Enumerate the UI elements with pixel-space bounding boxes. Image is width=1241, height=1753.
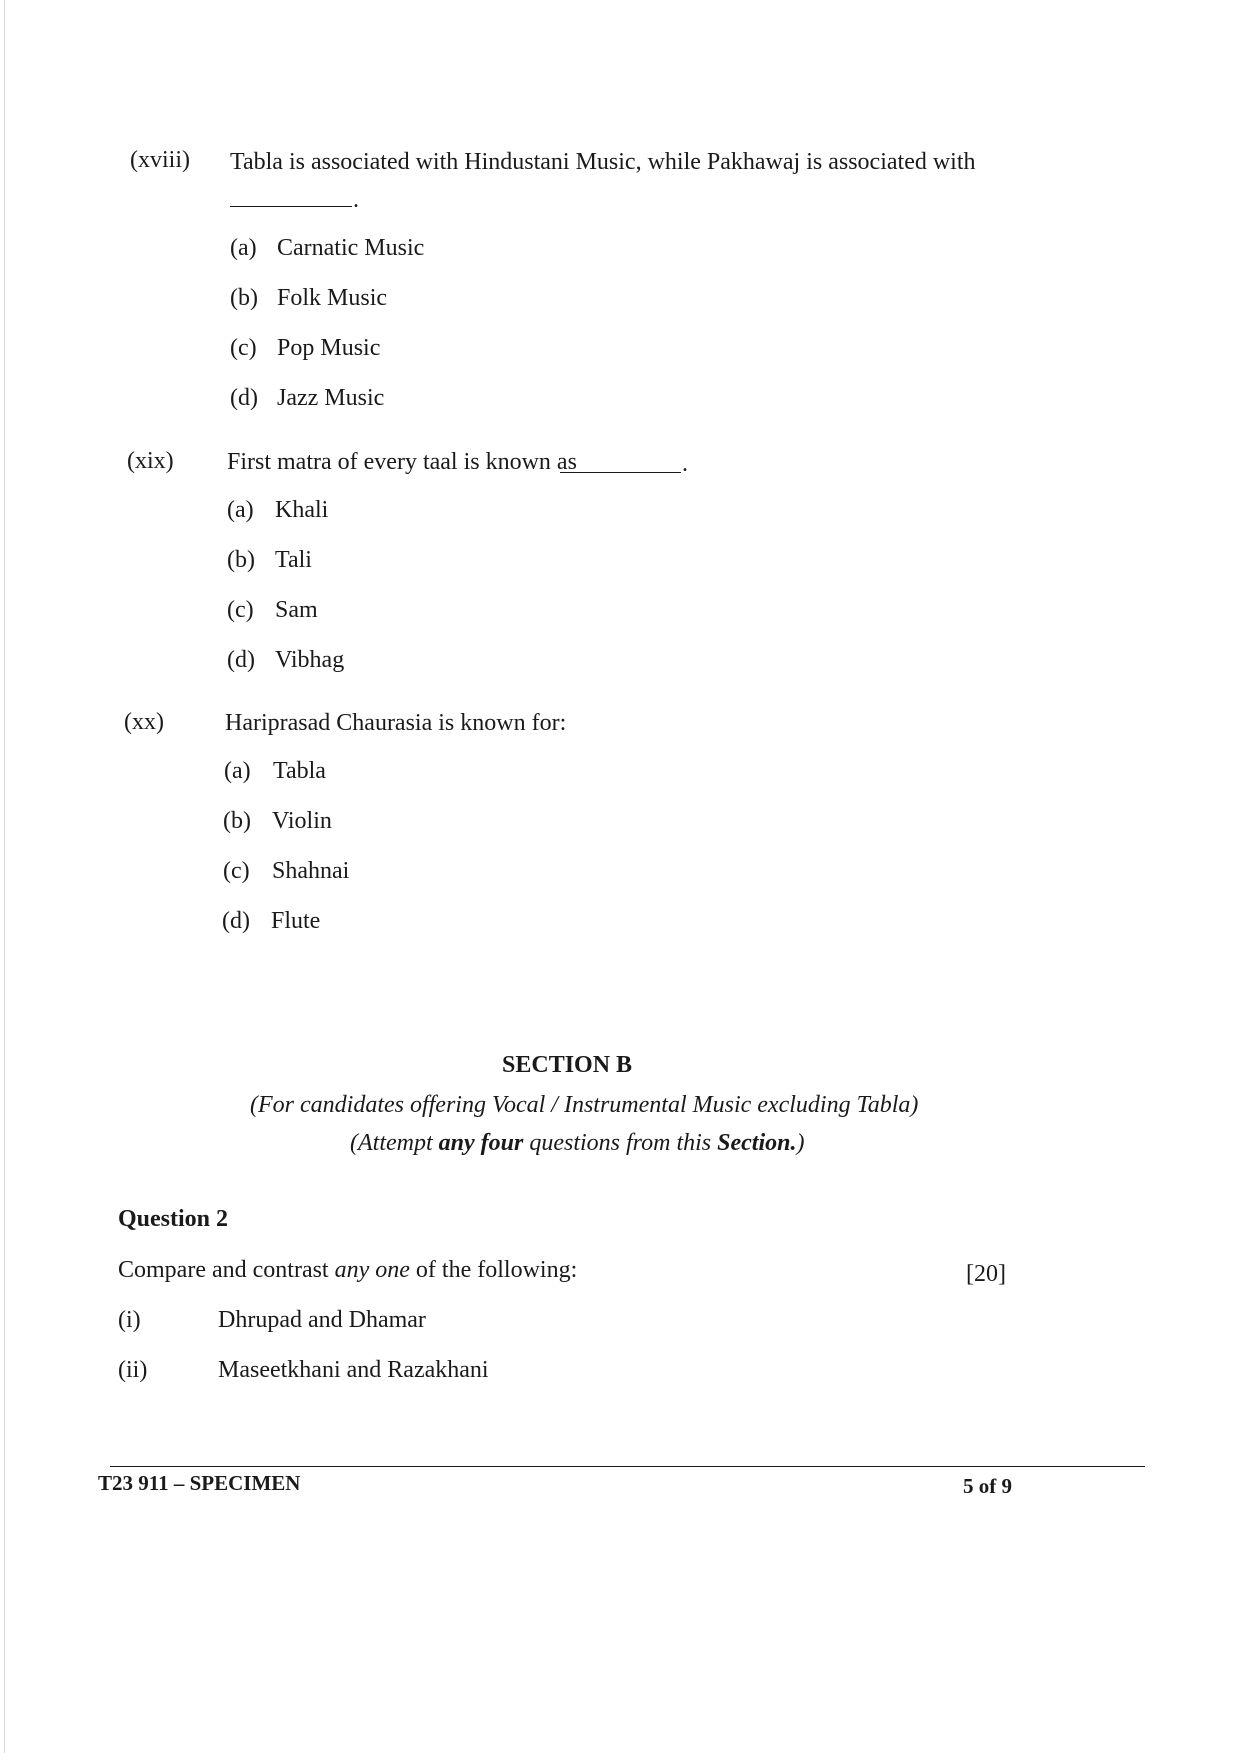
full-stop: .: [353, 187, 359, 213]
option-label: (c): [223, 858, 250, 884]
page-number: 5 of 9: [963, 1474, 1012, 1498]
footer-code: T23 911 – SPECIMEN: [98, 1471, 301, 1495]
question-number: (xviii): [130, 147, 190, 173]
option-text: Tabla: [273, 758, 326, 784]
option-text: Carnatic Music: [277, 235, 425, 261]
option-text: Violin: [272, 808, 332, 834]
question-text: Hariprasad Chaurasia is known for:: [225, 710, 567, 736]
option-text: Shahnai: [272, 858, 350, 884]
answer-blank: [560, 472, 681, 473]
section-subtitle: (For candidates offering Vocal / Instrumental Music excluding Tabla): [250, 1092, 919, 1118]
option-text: Pop Music: [277, 335, 381, 361]
section-title: SECTION B: [502, 1052, 633, 1078]
prompt-text: of the following:: [409, 1257, 578, 1283]
option-text: Khali: [275, 497, 329, 523]
answer-blank: [230, 206, 352, 207]
item-label: (ii): [118, 1357, 148, 1383]
footer-rule: [110, 1466, 1145, 1467]
option-label: (d): [222, 908, 250, 934]
instruction-text: questions from this: [523, 1130, 718, 1156]
question-prompt: [118, 1256, 577, 1284]
option-label: (b): [223, 808, 251, 834]
option-label: (b): [230, 285, 258, 311]
full-stop: .: [682, 451, 688, 477]
instruction-text: ): [796, 1130, 805, 1156]
option-label: (c): [230, 335, 257, 361]
option-text: Sam: [275, 597, 318, 623]
option-text: Jazz Music: [277, 385, 385, 411]
option-label: (a): [224, 758, 251, 784]
instruction-text: (Attempt: [350, 1130, 439, 1156]
option-text: Vibhag: [275, 647, 345, 673]
question-number: (xx): [124, 709, 164, 735]
prompt-emphasis: any one: [334, 1257, 410, 1283]
question-heading: Question 2: [118, 1206, 229, 1232]
section-instruction: [350, 1129, 804, 1157]
option-label: (d): [227, 647, 255, 673]
option-label: (d): [230, 385, 258, 411]
question-text: First matra of every taal is known as: [227, 449, 577, 475]
option-label: (a): [227, 497, 254, 523]
instruction-section: Section.: [717, 1130, 797, 1156]
question-number: (xix): [127, 448, 174, 474]
option-label: (b): [227, 547, 255, 573]
scan-margin-line: [4, 0, 5, 1753]
item-text: Maseetkhani and Razakhani: [218, 1357, 489, 1383]
question-text: Tabla is associated with Hindustani Music, while Pakhawaj is associated with: [230, 149, 976, 175]
prompt-text: Compare and contrast: [118, 1257, 335, 1283]
option-text: Tali: [275, 547, 312, 573]
option-label: (a): [230, 235, 257, 261]
option-text: Flute: [271, 908, 321, 934]
option-text: Folk Music: [277, 285, 388, 311]
instruction-emphasis: any four: [438, 1130, 524, 1156]
marks-badge: [20]: [966, 1261, 1006, 1287]
option-label: (c): [227, 597, 254, 623]
item-label: (i): [118, 1307, 141, 1333]
item-text: Dhrupad and Dhamar: [218, 1307, 426, 1333]
